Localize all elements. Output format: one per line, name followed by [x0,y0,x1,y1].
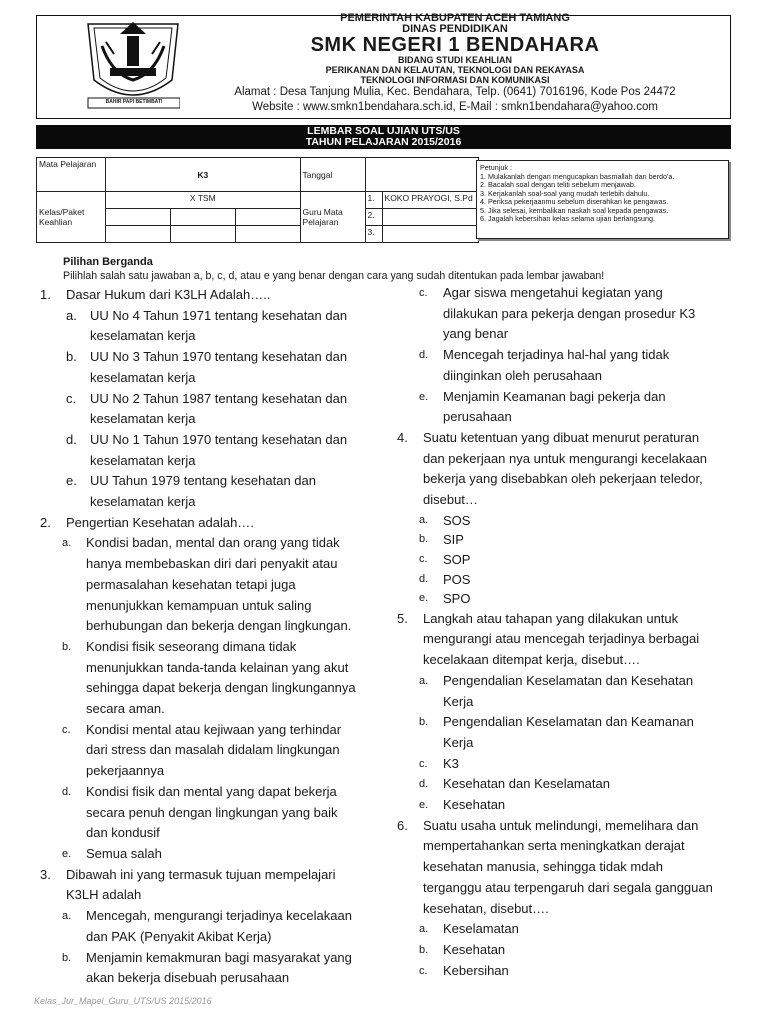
question-number: 2. [40,514,51,530]
exam-year: TAHUN PELAJARAN 2015/2016 [305,136,462,148]
question-5-options [397,671,733,816]
question-5 [397,609,733,671]
question-2 [40,513,380,534]
option-a: a. Kondisi badan, mental dan orang yang tidak hanya membebaskan diri dari penyakit atau permasalahan kesehatan tetapi juga menunjukkan kemampuan untuk saling berhubungan dan bekerja dengan lingkungan. [62,535,352,634]
instruction-item: 4. Periksa pekerjaanmu sebelum diserahkan ke pengawas. [480,197,669,206]
school-website: Website : www.smkn1bendahara.sch.id, E-Mail : smkn1bendahara@yahoo.com [252,101,658,113]
tanggal-value [365,158,478,192]
guru-number-1: 1. [365,192,382,209]
question-3-options-right [397,283,733,428]
kelas-cell-3 [235,209,300,226]
guru-label: Guru Mata Pelajaran [300,192,365,243]
option-c: c. SOP [419,551,471,567]
question-4 [397,428,733,511]
option-c: c. K3 [419,755,459,771]
question-6 [397,816,733,920]
question-number: 1. [40,287,51,302]
option-d: d. Mencegah terjadinya hal-hal yang tidak diinginkan oleh perusahaan [419,347,670,383]
option-d: d. POS [419,571,471,587]
page-footer: Kelas_Jur_Mapel_Guru_UTS/US 2015/2016 [34,996,212,1006]
question-number: 5. [397,610,408,626]
kelas-cell-4 [106,226,171,243]
department-name: DINAS PENDIDIKAN [402,23,508,35]
guru-name-1: KOKO PRAYOGI, S.Pd [382,192,478,209]
option-b: b. Pengendalian Keselamatan dan Keamanan Kerja [419,714,694,750]
questions-right-column [397,283,733,981]
exam-title-bar [36,125,731,149]
option-c: c. UU No 2 Tahun 1987 tentang kesehatan dan keselamatan kerja [66,390,348,427]
exam-info-table [36,157,479,243]
question-1 [40,285,380,306]
school-name: SMK NEGERI 1 BENDAHARA [310,34,600,56]
option-a: a. UU No 4 Tahun 1971 tentang kesehatan dan keselamatan kerja [66,307,348,344]
option-e: e. SPO [419,591,471,607]
question-3-options-left [40,906,380,989]
kelas-cell-5 [170,226,235,243]
tanggal-label: Tanggal [300,158,365,192]
mata-pelajaran-value: K3 [106,158,301,192]
option-b: b. Kesehatan [419,941,506,957]
option-a: a. SOS [419,512,471,528]
exam-title: LEMBAR SOAL UJIAN UTS/US [307,125,460,137]
question-4-options [397,511,733,609]
option-d: d. Kesehatan dan Keselamatan [419,776,610,792]
question-number: 3. [40,866,51,882]
question-6-options [397,919,733,981]
question-number: 4. [397,429,408,445]
guru-name-3 [382,226,478,243]
option-b: b. UU No 3 Tahun 1970 tentang kesehatan dan keselamatan kerja [66,349,348,385]
guru-name-2 [382,209,478,226]
guru-number-3: 3. [365,226,382,243]
question-3 [40,865,380,906]
question-1-options [40,306,380,513]
section-instruction: Pilihlah salah satu jawaban a, b, c, d, atau e yang benar dengan cara yang sudah ditentukan pada lembar jawaban! [63,270,605,282]
instruction-item: 6. Jagalah kebersihan kelas selama ujian berlangsung. [480,214,656,223]
option-a: a. Keselamatan [419,921,519,937]
question-text: Dasar Hukum dari K3LH Adalah….. [66,287,271,302]
option-e: e. UU Tahun 1979 tentang kesehatan dan keselamatan kerja [66,473,316,510]
kelas-cell-6 [235,226,300,243]
school-address: Alamat : Desa Tanjung Mulia, Kec. Bendahara, Telp. (0641) 7016196, Kode Pos 24472 [234,86,676,98]
kelas-label: Kelas/Paket Keahlian [37,192,106,243]
programs-line-2: TEKNOLOGI INFORMASI DAN KOMUNIKASI [360,75,550,85]
letterhead-text [0,0,768,125]
question-text: Langkah atau tahapan yang dilakukan untuk mengurangi atau mencegah terjadinya berbagai kecelakaan ditempat kerja, disebut…. [423,610,700,668]
field-label: BIDANG STUDI KEAHLIAN [398,55,512,65]
question-2-options [40,533,380,864]
option-a: a. Mencegah, mengurangi terjadinya kecelakaan dan PAK (Penyakit Akibat Kerja) [62,908,352,944]
instruction-item: 3. Kerjakanlah soal-soal yang mudah terlebih dahulu. [480,188,650,198]
instruction-item: 5. Jika selesai, kembalikan naskah soal kepada pengawas. [480,205,669,215]
option-c: c. Kondisi mental atau kejiwaan yang terhindar dari stress dan masalah didalam lingkungan pekerjaannya [62,721,342,779]
option-e: e. Menjamin Keamanan bagi pekerja dan perusahaan [419,388,666,425]
option-e: e. Kesehatan [419,797,506,813]
kelas-value: X TSM [106,192,301,209]
guru-number-2: 2. [365,209,382,226]
option-d: d. Kondisi fisik dan mental yang dapat bekerja secara penuh dengan lingkungan yang baik dan kondusif [62,783,338,841]
instruction-item: 2. Bacalah soal dengan teliti sebelum menjawab. [480,180,636,189]
section-title: Pilihan Berganda [63,256,153,268]
question-text: Dibawah ini yang termasuk tujuan mempelajari K3LH adalah [66,866,336,903]
question-text: Suatu usaha untuk melindungi, memelihara dan mempertahankan serta meningkatkan derajat kesehatan manusia, sehingga tidak mdah terganggu atau terpengaruh dari segala gangguan kesehatan, disebut…. [423,817,713,916]
question-text: Suatu ketentuan yang dibuat menurut peraturan dan pekerjaan nya untuk mengurangi kecelakaan bekerja yang disebabkan oleh pekerjaan teledor, disebut… [423,429,708,508]
option-a: a. Pengendalian Keselamatan dan Kesehatan Kerja [419,672,694,709]
government-name: PEMERINTAH KABUPATEN ACEH TAMIANG [340,12,570,24]
option-c: c. Kebersihan [419,962,509,978]
option-c: c. Agar siswa mengetahui kegiatan yang dilakukan para pekerja dengan prosedur K3 yang benar [419,285,696,342]
mata-pelajaran-label: Mata Pelajaran [37,158,106,192]
option-b: b. Kondisi fisik seseorang dimana tidak menunjukkan tanda-tanda kelainan yang akut sehingga dapat bekerja dengan lingkungannya secara aman. [62,638,356,717]
option-e: e. Semua salah [62,845,162,861]
programs-line-1: PERIKANAN DAN KELAUTAN, TEKNOLOGI DAN REKAYASA [325,65,585,75]
option-d: d. UU No 1 Tahun 1970 tentang kesehatan dan keselamatan kerja [66,431,348,468]
option-b: b. Menjamin kemakmuran bagi masyarakat yang akan bekerja disebuah perusahaan [62,949,352,986]
instructions-box [476,160,729,239]
logo-motto: BAHIR PAPI BETIMBATI [105,99,163,105]
instruction-item: 1. Mulakanlah dengan mengucapkan basmallah dan berdo'a. [480,171,675,181]
option-b: b. SIP [419,532,464,548]
kelas-cell-2 [170,209,235,226]
questions-left-column [40,285,380,989]
instructions-title: Petunjuk : [480,163,512,172]
kelas-cell-1 [106,209,171,226]
question-number: 6. [397,817,408,833]
question-text: Pengertian Kesehatan adalah…. [66,514,254,530]
